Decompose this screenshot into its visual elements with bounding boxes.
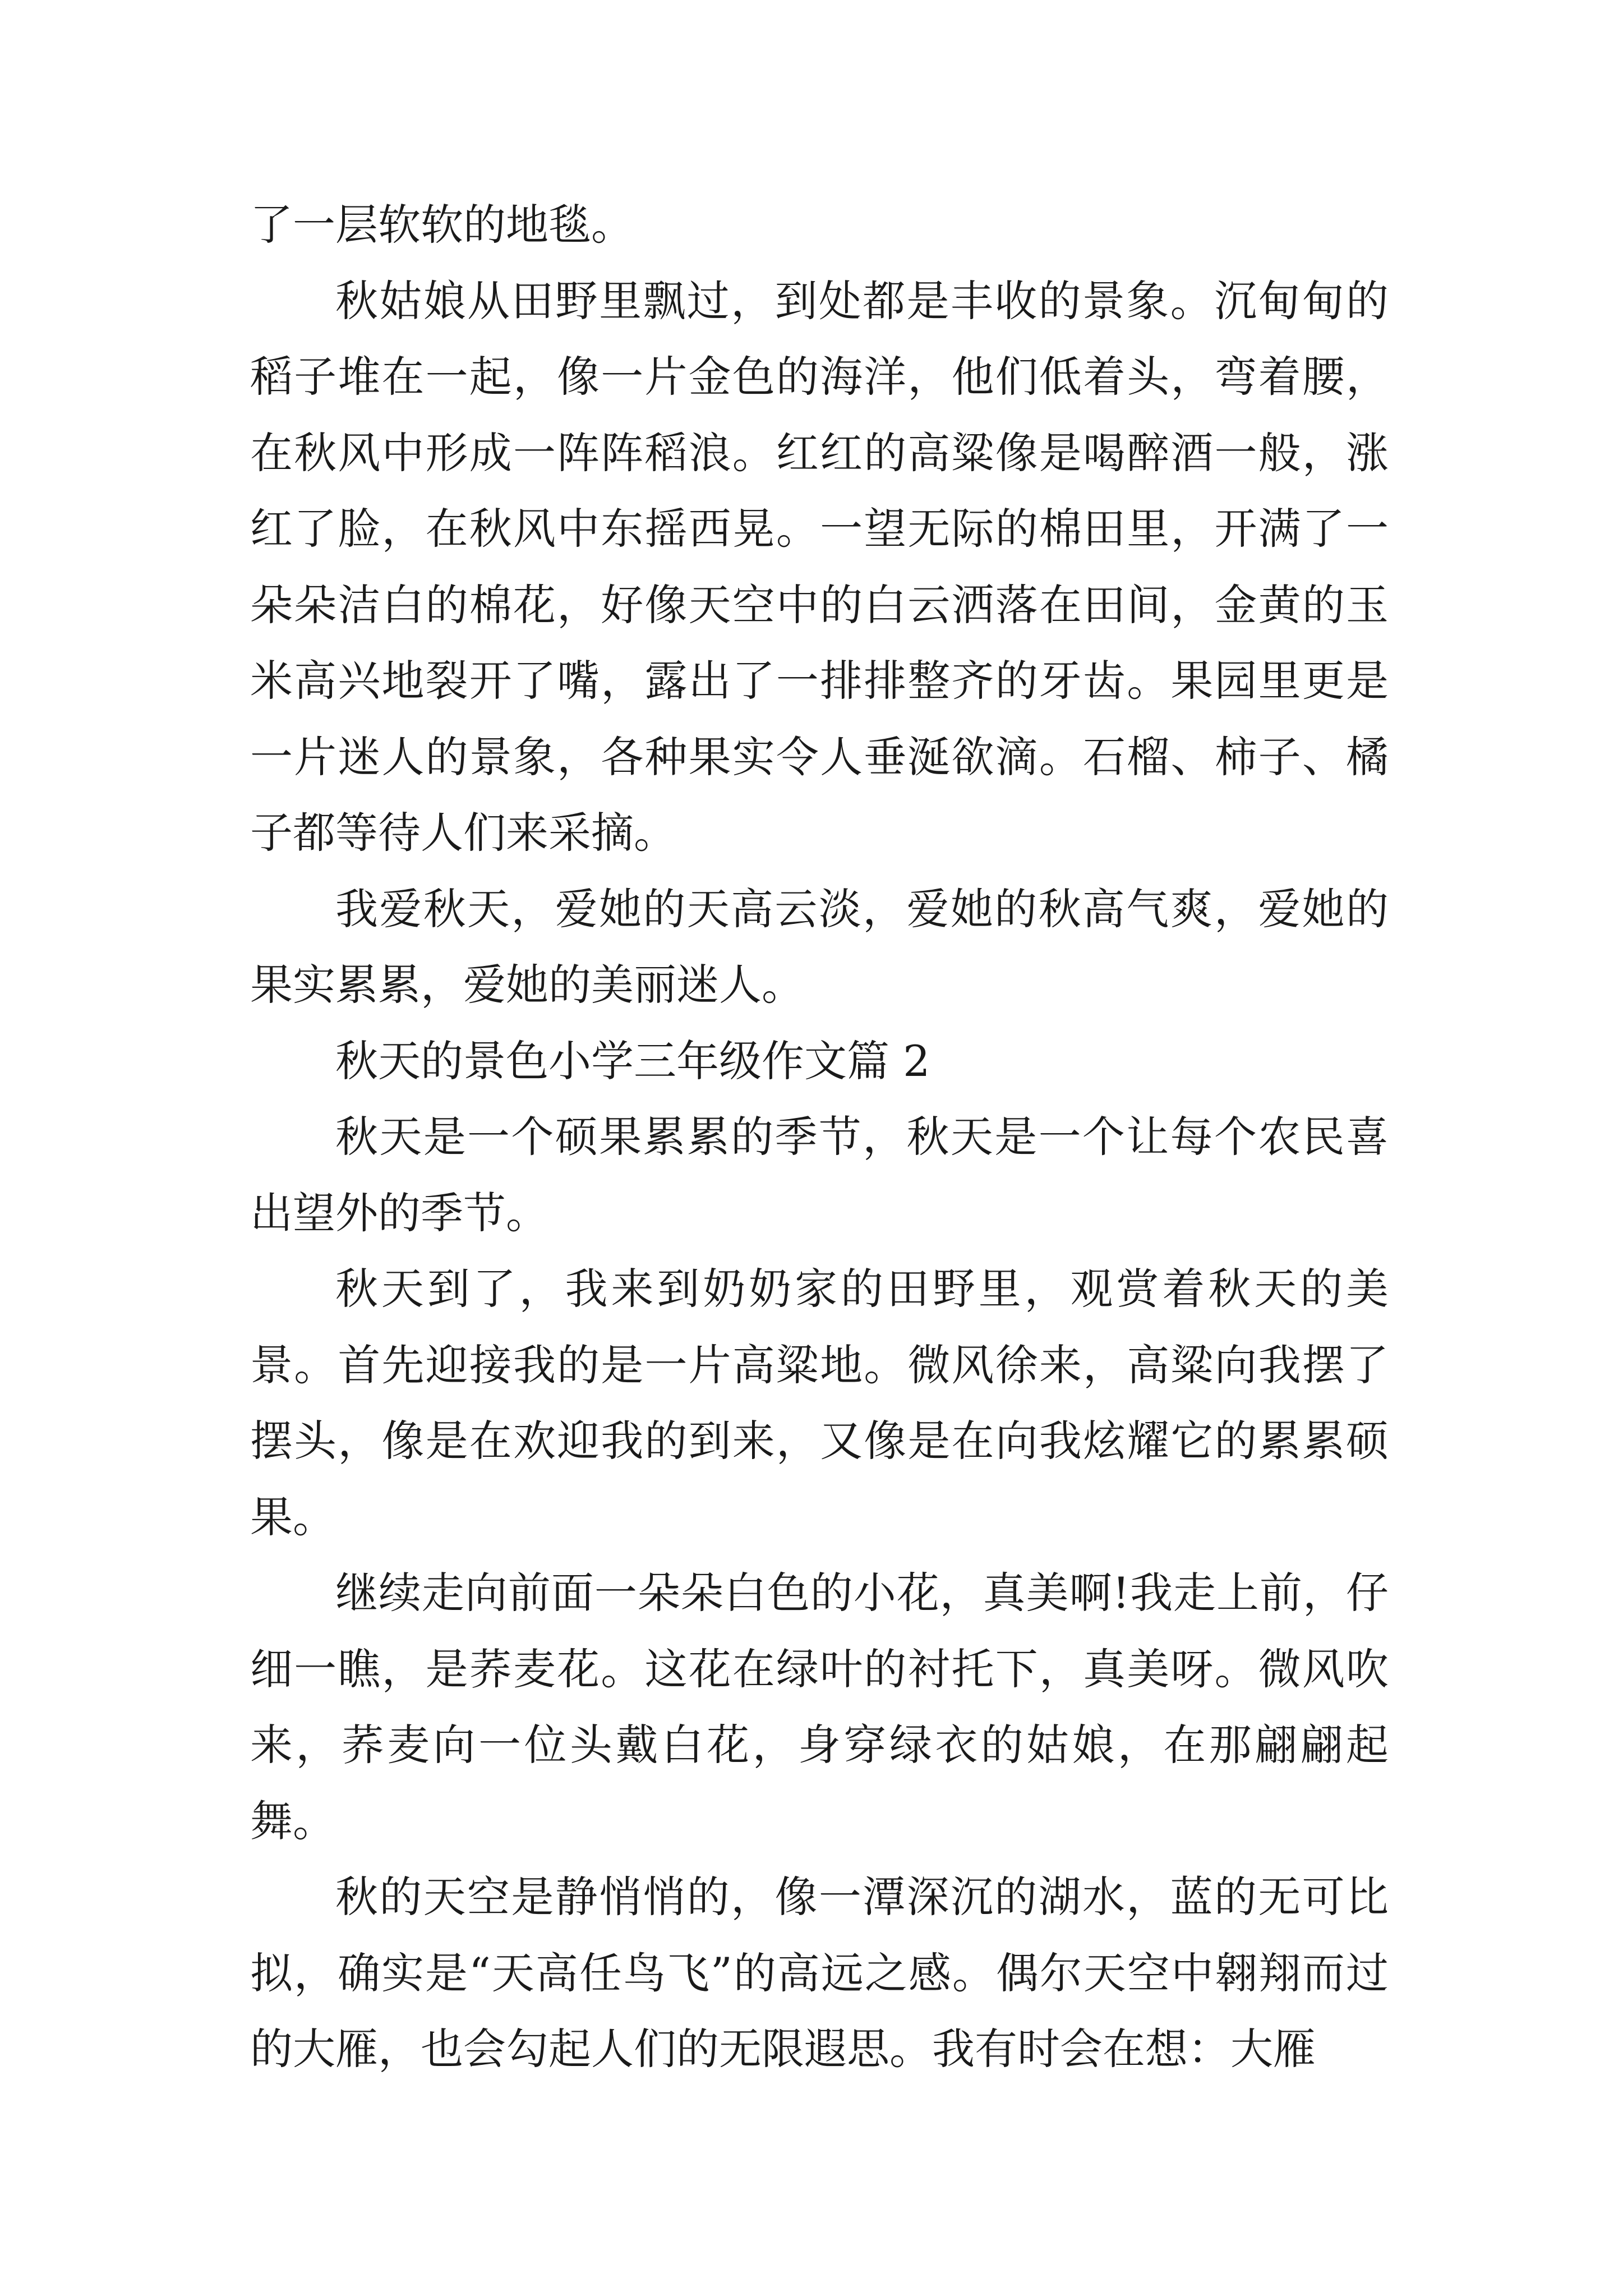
essay-heading: 秋天的景色小学三年级作文篇 2	[335, 1036, 930, 1086]
paragraph-buckwheat: 继续走向前面一朵朵白色的小花，真美啊!我走上前，仔细一瞧，是荞麦花。这花在绿叶的衬托下，真美呀。微风吹来，荞麦向一位头戴白花，身穿绿衣的姑娘，在那翩翩起舞。	[250, 1568, 1389, 1846]
essay-body	[250, 187, 1389, 2087]
paragraph-love-autumn: 我爱秋天，爱她的天高云淡，爱她的秋高气爽，爱她的果实累累，爱她的美丽迷人。	[250, 884, 1389, 1010]
paragraph-continuation: 了一层软软的地毯。	[250, 200, 634, 250]
paragraph-intro: 秋天是一个硕果累累的季节，秋天是一个让每个农民喜出望外的季节。	[250, 1112, 1389, 1238]
paragraph-sky: 秋的天空是静悄悄的，像一潭深沉的湖水，蓝的无可比拟，确实是“天高任鸟飞”的高远之感。偶尔天空中翱翔而过的大雁，也会勾起人们的无限遐思。我有时会在想：大雁	[250, 1872, 1389, 2074]
paragraph-field: 秋天到了，我来到奶奶家的田野里，观赏着秋天的美景。首先迎接我的是一片高粱地。微风徐来，高粱向我摆了摆头，像是在欢迎我的到来，又像是在向我炫耀它的累累硕果。	[250, 1264, 1389, 1542]
paragraph-harvest: 秋姑娘从田野里飘过，到处都是丰收的景象。沉甸甸的稻子堆在一起，像一片金色的海洋，他们低着头，弯着腰，在秋风中形成一阵阵稻浪。红红的高粱像是喝醉酒一般，涨红了脸，在秋风中东摇西晃。一望无际的棉田里，开满了一朵朵洁白的棉花，好像天空中的白云洒落在田间，金黄的玉米高兴地裂开了嘴，露出了一排排整齐的牙齿。果园里更是一片迷人的景象，各种果实令人垂涎欲滴。石榴、柿子、橘子都等待人们来采摘。	[250, 275, 1389, 858]
